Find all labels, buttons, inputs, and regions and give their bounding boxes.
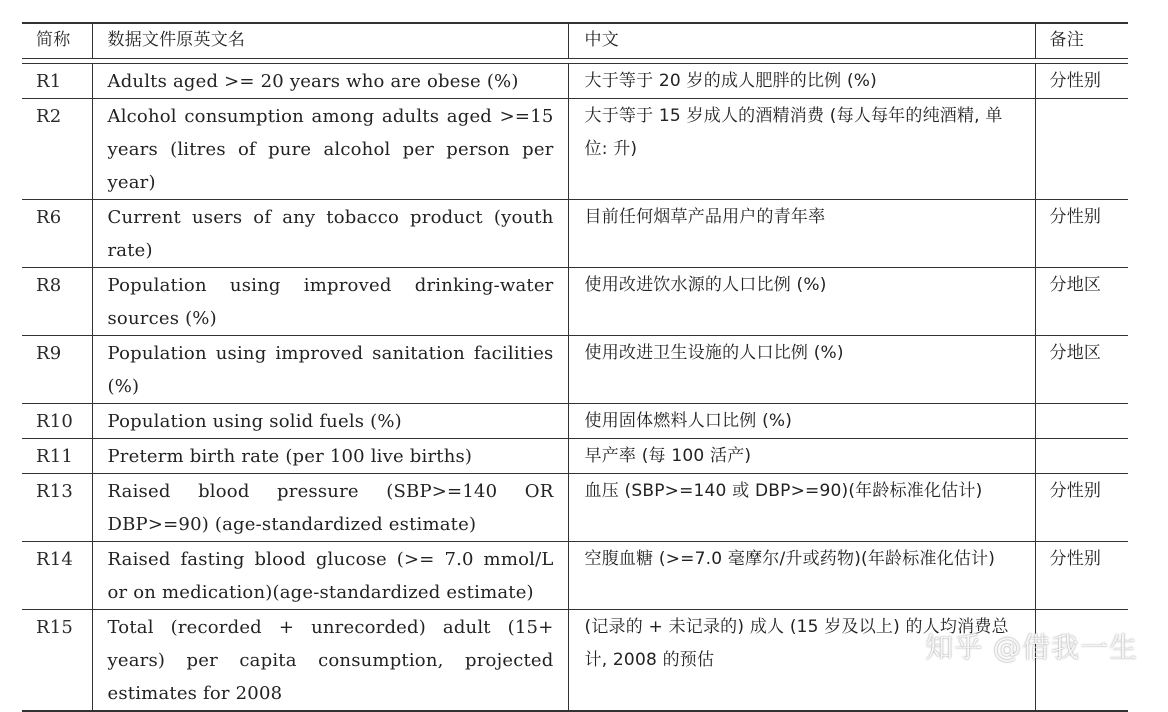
row-english-cell: Population using improved drinking-water sources (%) <box>92 268 568 336</box>
row-code-cell: R15 <box>22 610 92 712</box>
row-chinese-cell: 空腹血糖 (>=7.0 毫摩尔/升或药物)(年龄标准化估计) <box>568 542 1035 610</box>
row-note-cell: 分性别 <box>1035 474 1128 542</box>
table-body <box>22 59 1128 712</box>
header-chinese: 中文 <box>568 23 1035 59</box>
row-english-cell: Current users of any tobacco product (youth rate) <box>92 200 568 268</box>
row-code-cell: R11 <box>22 439 92 474</box>
header-english: 数据文件原英文名 <box>92 23 568 59</box>
row-chinese-cell: 使用改进卫生设施的人口比例 (%) <box>568 336 1035 404</box>
row-chinese-cell: (记录的 + 未记录的) 成人 (15 岁及以上) 的人均消费总计, 2008 的预估 <box>568 610 1035 712</box>
row-chinese-cell: 大于等于 20 岁的成人肥胖的比例 (%) <box>568 64 1035 99</box>
row-chinese-cell: 使用固体燃料人口比例 (%) <box>568 404 1035 439</box>
table-row <box>22 542 1128 610</box>
table-row <box>22 99 1128 200</box>
row-english-cell: Adults aged >= 20 years who are obese (%) <box>92 64 568 99</box>
row-note-cell: 分地区 <box>1035 336 1128 404</box>
row-code-cell: R14 <box>22 542 92 610</box>
table-row <box>22 64 1128 99</box>
row-code-cell: R1 <box>22 64 92 99</box>
row-chinese-cell: 血压 (SBP>=140 或 DBP>=90)(年龄标准化估计) <box>568 474 1035 542</box>
row-code-cell: R13 <box>22 474 92 542</box>
data-table <box>22 22 1128 712</box>
row-english-cell: Raised fasting blood glucose (>= 7.0 mmol/L or on medication)(age-standardized estimate) <box>92 542 568 610</box>
row-code-cell: R6 <box>22 200 92 268</box>
table-row <box>22 336 1128 404</box>
header-note: 备注 <box>1035 23 1128 59</box>
row-chinese-cell: 大于等于 15 岁成人的酒精消费 (每人每年的纯酒精, 单位: 升) <box>568 99 1035 200</box>
row-chinese-cell: 使用改进饮水源的人口比例 (%) <box>568 268 1035 336</box>
row-note-cell: 分地区 <box>1035 268 1128 336</box>
watermark: 知乎 @借我一生 <box>925 631 1138 664</box>
row-chinese-cell: 目前任何烟草产品用户的青年率 <box>568 200 1035 268</box>
row-code-cell: R10 <box>22 404 92 439</box>
row-note-cell <box>1035 439 1128 474</box>
table-row <box>22 474 1128 542</box>
row-english-cell: Population using solid fuels (%) <box>92 404 568 439</box>
row-note-cell: 分性别 <box>1035 542 1128 610</box>
row-note-cell <box>1035 404 1128 439</box>
row-note-cell <box>1035 99 1128 200</box>
row-code-cell: R2 <box>22 99 92 200</box>
row-code-cell: R9 <box>22 336 92 404</box>
row-note-cell: 分性别 <box>1035 200 1128 268</box>
row-english-cell: Population using improved sanitation facilities (%) <box>92 336 568 404</box>
row-english-cell: Raised blood pressure (SBP>=140 OR DBP>=90) (age-standardized estimate) <box>92 474 568 542</box>
row-english-cell: Preterm birth rate (per 100 live births) <box>92 439 568 474</box>
table-row <box>22 268 1128 336</box>
table-row <box>22 439 1128 474</box>
row-english-cell: Alcohol consumption among adults aged >=15 years (litres of pure alcohol per person per year) <box>92 99 568 200</box>
row-english-cell: Total (recorded + unrecorded) adult (15+ years) per capita consumption, projected estimates for 2008 <box>92 610 568 712</box>
table-header-row <box>22 23 1128 59</box>
row-chinese-cell: 早产率 (每 100 活产) <box>568 439 1035 474</box>
table-row <box>22 404 1128 439</box>
header-code: 简称 <box>22 23 92 59</box>
table-row <box>22 200 1128 268</box>
row-note-cell: 分性别 <box>1035 64 1128 99</box>
row-code-cell: R8 <box>22 268 92 336</box>
